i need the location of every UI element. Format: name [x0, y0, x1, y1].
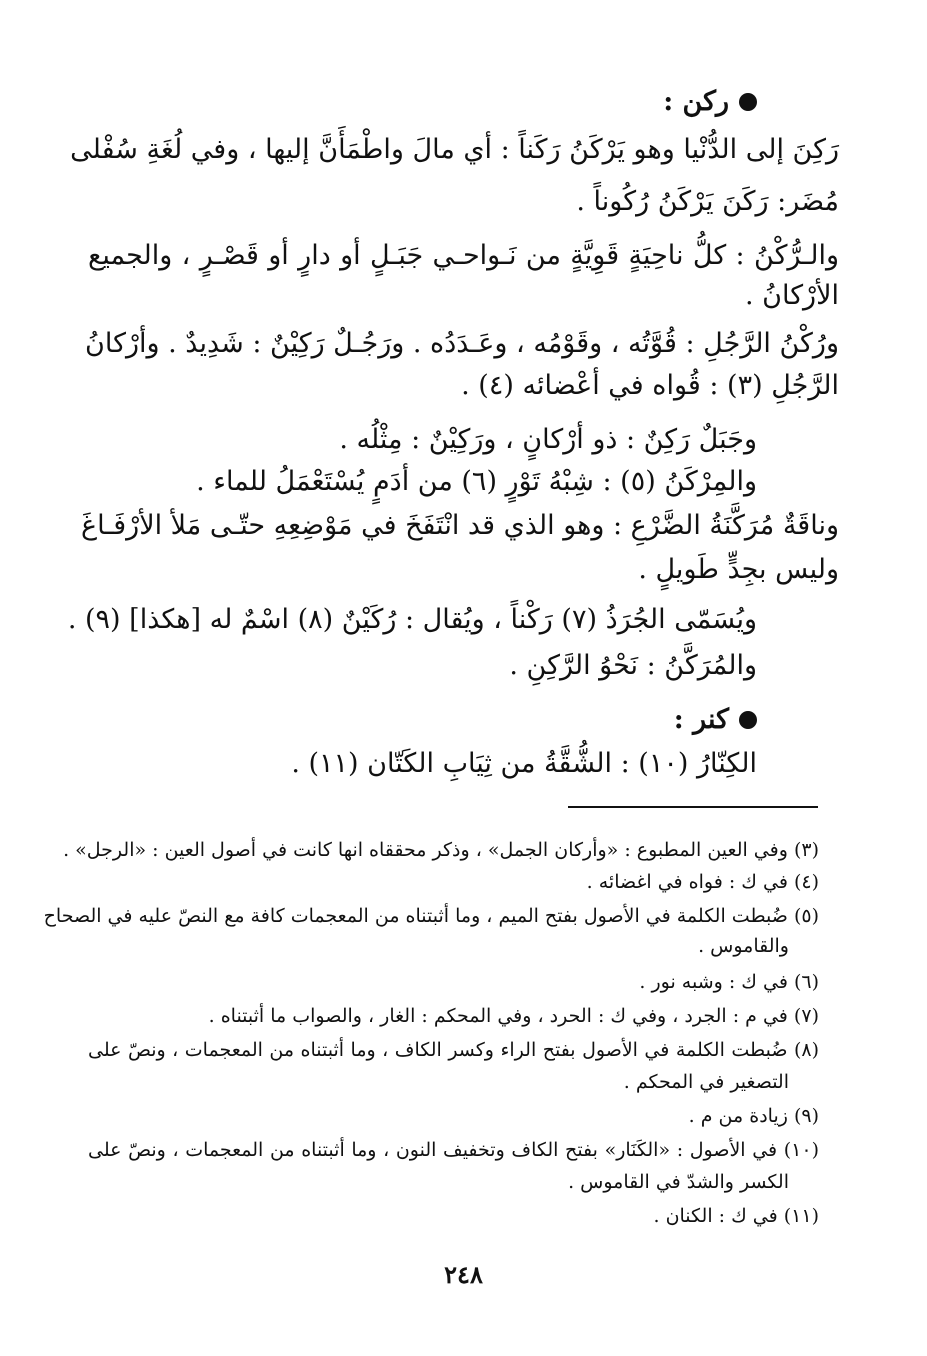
entry-heading-text: كنر : — [673, 704, 729, 735]
footnote: (٤) في ك : فواه في اغضائه . — [586, 871, 819, 893]
text-line: مُضَر: رَكَنَ يَرْكَنُ رُكُوناً . — [576, 186, 839, 217]
footnote: (٨) ضُبطت الكلمة في الأصول بفتح الراء وكسر الكاف ، وما أثبتناه من المعجمات ، ونصّ على — [88, 1039, 819, 1061]
text-line: وليس بجِدٍّ طَويلٍ . — [638, 554, 839, 585]
text-line: والـرُّكْنُ : كلُّ ناحِيَةٍ قَوِيَّةٍ من نَـواحـي جَبَـلٍ أو دارٍ أو قَصْـرٍ ، والجميع — [88, 240, 839, 271]
footnote-continuation: والقاموس . — [698, 935, 789, 957]
page-number: ٢٤٨ — [444, 1260, 483, 1289]
text-line: والمِرْكَنُ (٥) : شِبْهُ تَوْرٍ (٦) من أدَمٍ يُسْتَعْمَلُ للماء . — [196, 466, 757, 497]
footnote-continuation: الكسر والشدّ في القاموس . — [568, 1171, 789, 1193]
footnote-continuation: التصغير في المحكم . — [623, 1071, 789, 1093]
text-line: ورُكْنُ الرَّجُلِ : قُوَّتُه ، وقَوْمُه ، وعَـدَدُه . ورَجُـلٌ رَكِيْنٌ : شَدِيدٌ . وأرْكانُ — [85, 328, 839, 359]
footnote: (٣) وفي العين المطبوع : «وأركان الجمل» ، وذكر محققاه انها كانت في أصول العين : «الرجل» . — [63, 839, 819, 861]
bullet-icon — [739, 711, 757, 729]
footnote: (٥) ضُبطت الكلمة في الأصول بفتح الميم ، وما أثبتناه من المعجمات كافة مع النصّ عليه في الصحاح — [43, 905, 819, 927]
footnote: (٧) في م : الجرد ، وفي ك : الحرد ، وفي المحكم : الغار ، والصواب ما أثبتناه . — [208, 1005, 819, 1027]
text-line: الكِنّارُ (١٠) : الشُّقَّةُ من ثِيَابِ الكَتّان (١١) . — [291, 748, 757, 779]
entry-heading-text: ركن : — [663, 86, 729, 117]
footnote: (٦) في ك : وشبه نور . — [639, 971, 819, 993]
footnote: (١١) في ك : الكنان . — [653, 1205, 819, 1227]
text-line: وجَبَلٌ رَكِنٌ : ذو أرْكانٍ ، ورَكِيْنٌ : مِثْلُه . — [339, 424, 757, 455]
text-line: رَكِنَ إلى الدُّنْيا وهو يَرْكَنُ رَكَناً : أي مالَ واطْمَأَنَّ إليها ، وفي لُغَةِ سُفْلى — [70, 134, 839, 165]
text-line: والمُرَكَّنُ : نَحْوُ الرَّكِنِ . — [509, 650, 757, 681]
text-line: ويُسَمّى الجُرَذُ (٧) رَكْناً ، ويُقال : رُكَيْنٌ (٨) اسْمٌ له [هكذا] (٩) . — [67, 604, 757, 635]
footnote: (١٠) في الأصول : «الكَنَار» بفتح الكاف وتخفيف النون ، وما أثبتناه من المعجمات ، ونصّ على — [88, 1139, 819, 1161]
entry-heading-rakn — [663, 86, 757, 117]
text-line: الرَّجُلِ (٣) : قُواه في أعْضائه (٤) . — [461, 370, 839, 401]
text-line: وناقَةٌ مُرَكَّنَةُ الضَّرْعِ : وهو الذي قد انْتَفَخَ في مَوْضِعِهِ حتّـى مَلأ الأرْفَـاغَ — [81, 510, 839, 541]
text-line: الأرْكانُ . — [744, 280, 839, 311]
footnote: (٩) زيادة من م . — [688, 1105, 819, 1127]
entry-heading-kanar — [674, 704, 757, 735]
bullet-icon — [739, 93, 757, 111]
footnote-divider — [568, 806, 818, 808]
